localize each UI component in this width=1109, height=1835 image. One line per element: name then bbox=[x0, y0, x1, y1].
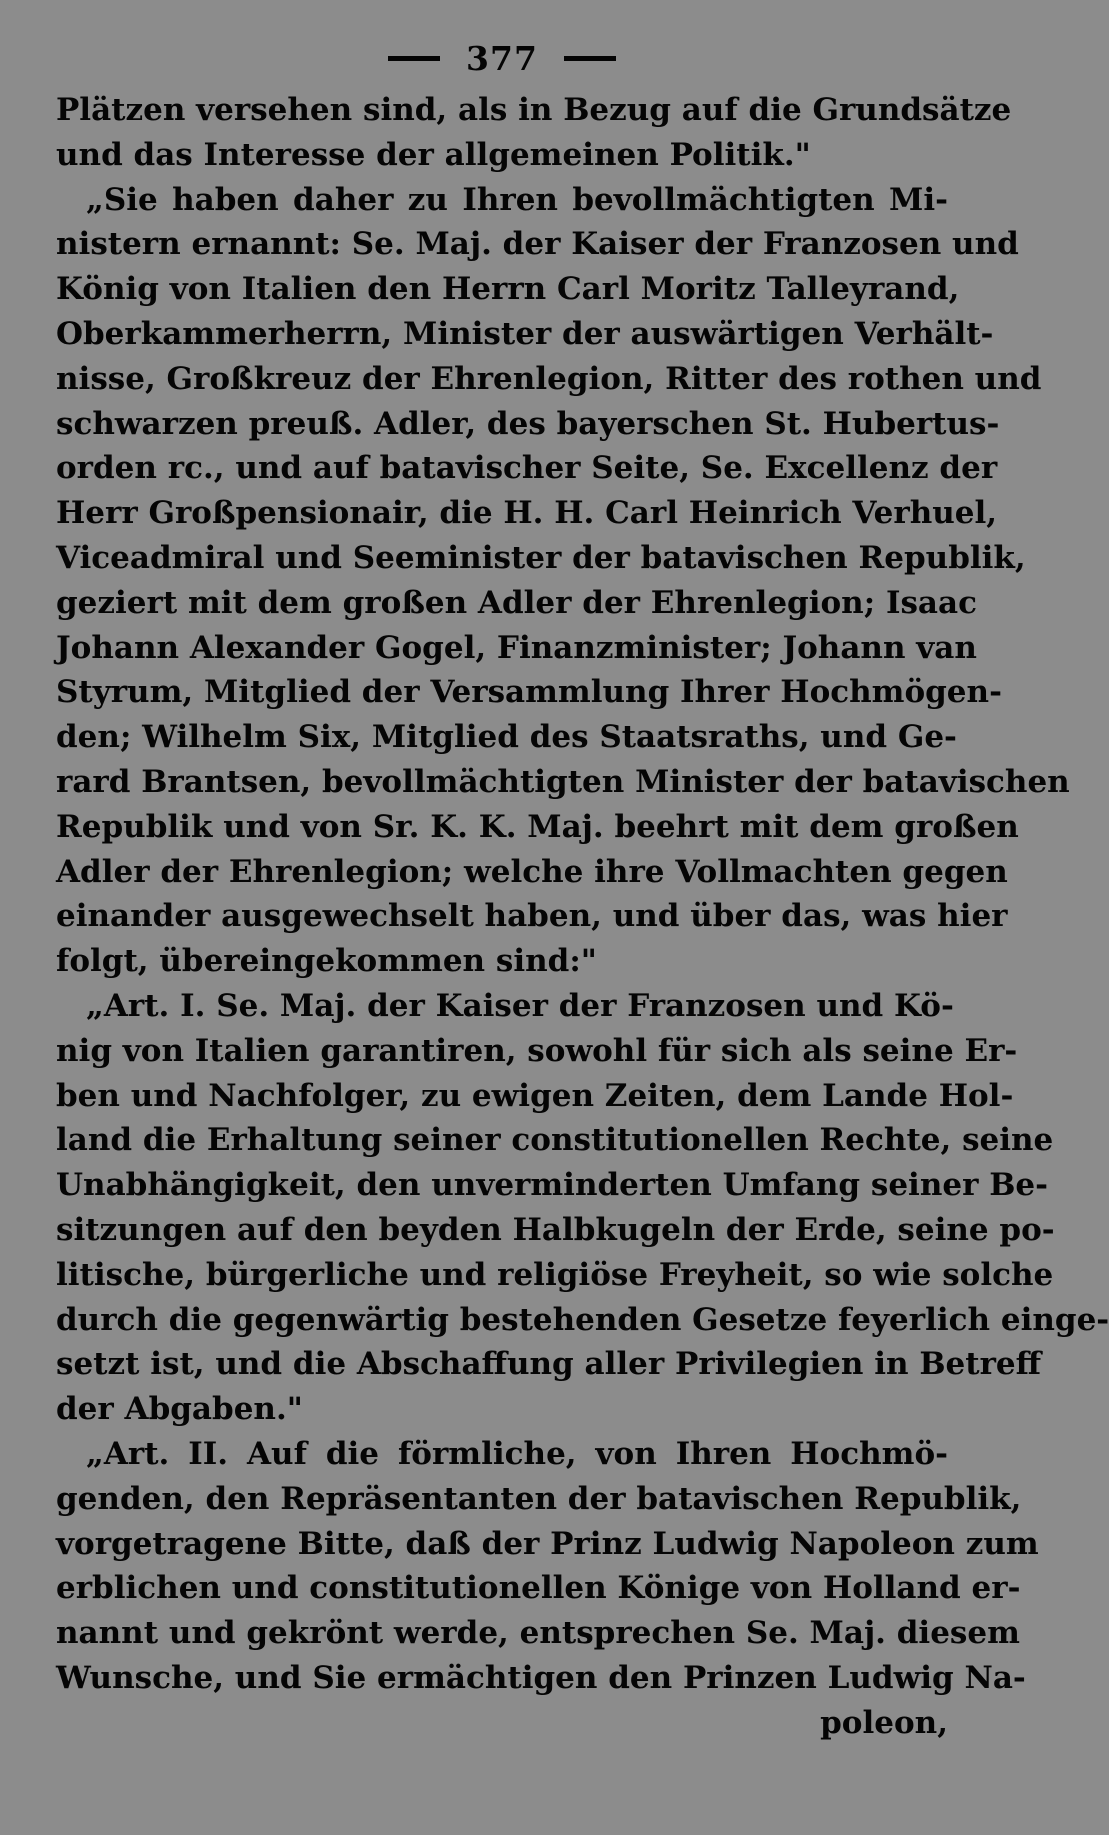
text-line: ben und Nachfolger, zu ewigen Zeiten, dem Lande Hol- bbox=[56, 1077, 1014, 1114]
text-line: den; Wilhelm Six, Mitglied des Staatsraths, und Ge- bbox=[56, 719, 957, 756]
text-line: „Sie haben daher zu Ihren bevollmächtigten Mi- bbox=[86, 181, 948, 218]
text-line: land die Erhaltung seiner constitutionellen Rechte, seine bbox=[56, 1122, 1054, 1159]
text-line: einander ausgewechselt haben, und über das, was hier bbox=[56, 898, 1008, 935]
text-line: Republik und von Sr. K. K. Maj. beehrt mit dem großen bbox=[56, 808, 1019, 845]
text-line: „Art. II. Auf die förmliche, von Ihren Hochmö- bbox=[86, 1435, 948, 1472]
text-line: nisse, Großkreuz der Ehrenlegion, Ritter des rothen und bbox=[56, 360, 1042, 397]
page-header bbox=[56, 28, 948, 88]
text-line: folgt, übereingekommen sind:" bbox=[56, 943, 597, 980]
header-dash-left bbox=[388, 56, 440, 61]
text-line: Johann Alexander Gogel, Finanzminister; Johann van bbox=[56, 629, 977, 666]
text-line: setzt ist, und die Abschaffung aller Privilegien in Betreff bbox=[56, 1346, 1042, 1383]
page-number: 377 bbox=[466, 38, 538, 78]
header-dash-right bbox=[564, 56, 616, 61]
text-line: Unabhängigkeit, den unverminderten Umfang seiner Be- bbox=[56, 1167, 1048, 1204]
text-line: Viceadmiral und Seeminister der batavischen Republik, bbox=[56, 539, 1026, 576]
text-line: nistern ernannt: Se. Maj. der Kaiser der Franzosen und bbox=[56, 226, 1019, 263]
text-line: orden rc., und auf batavischer Seite, Se. Excellenz der bbox=[56, 450, 998, 487]
text-line: Oberkammerherrn, Minister der auswärtigen Verhält- bbox=[56, 315, 994, 352]
text-line: erblichen und constitutionellen Könige von Holland er- bbox=[56, 1570, 1021, 1607]
text-line: der Abgaben." bbox=[56, 1391, 303, 1428]
text-line: sitzungen auf den beyden Halbkugeln der Erde, seine po- bbox=[56, 1211, 1055, 1248]
text-line: geziert mit dem großen Adler der Ehrenlegion; Isaac bbox=[56, 584, 977, 621]
body-text bbox=[56, 88, 1109, 1745]
text-line: rard Brantsen, bevollmächtigten Minister der batavischen bbox=[56, 763, 1070, 800]
text-line: litische, bürgerliche und religiöse Freyheit, so wie solche bbox=[56, 1256, 1054, 1293]
text-line: vorgetragene Bitte, daß der Prinz Ludwig Napoleon zum bbox=[56, 1525, 1039, 1562]
text-line: Adler der Ehrenlegion; welche ihre Vollmachten gegen bbox=[56, 853, 1008, 890]
text-line: nig von Italien garantiren, sowohl für sich als seine Er- bbox=[56, 1032, 1018, 1069]
text-line: König von Italien den Herrn Carl Moritz Talleyrand, bbox=[56, 271, 960, 308]
text-line: poleon, bbox=[820, 1704, 948, 1741]
text-line: genden, den Repräsentanten der batavischen Republik, bbox=[56, 1480, 1022, 1517]
text-line: schwarzen preuß. Adler, des bayerschen St. Hubertus- bbox=[56, 405, 1000, 442]
text-line: Styrum, Mitglied der Versammlung Ihrer Hochmögen- bbox=[56, 674, 1002, 711]
text-line: Plätzen versehen sind, als in Bezug auf die Grundsätze bbox=[56, 92, 1012, 128]
text-line: und das Interesse der allgemeinen Politik." bbox=[56, 136, 811, 173]
text-line: nannt und gekrönt werde, entsprechen Se. Maj. diesem bbox=[56, 1615, 1020, 1652]
text-line: Herr Großpensionair, die H. H. Carl Heinrich Verhuel, bbox=[56, 495, 998, 532]
text-line: Wunsche, und Sie ermächtigen den Prinzen Ludwig Na- bbox=[56, 1659, 1026, 1696]
text-line: durch die gegenwärtig bestehenden Gesetze feyerlich einge- bbox=[56, 1301, 1109, 1338]
text-line: „Art. I. Se. Maj. der Kaiser der Franzosen und Kö- bbox=[86, 987, 954, 1024]
